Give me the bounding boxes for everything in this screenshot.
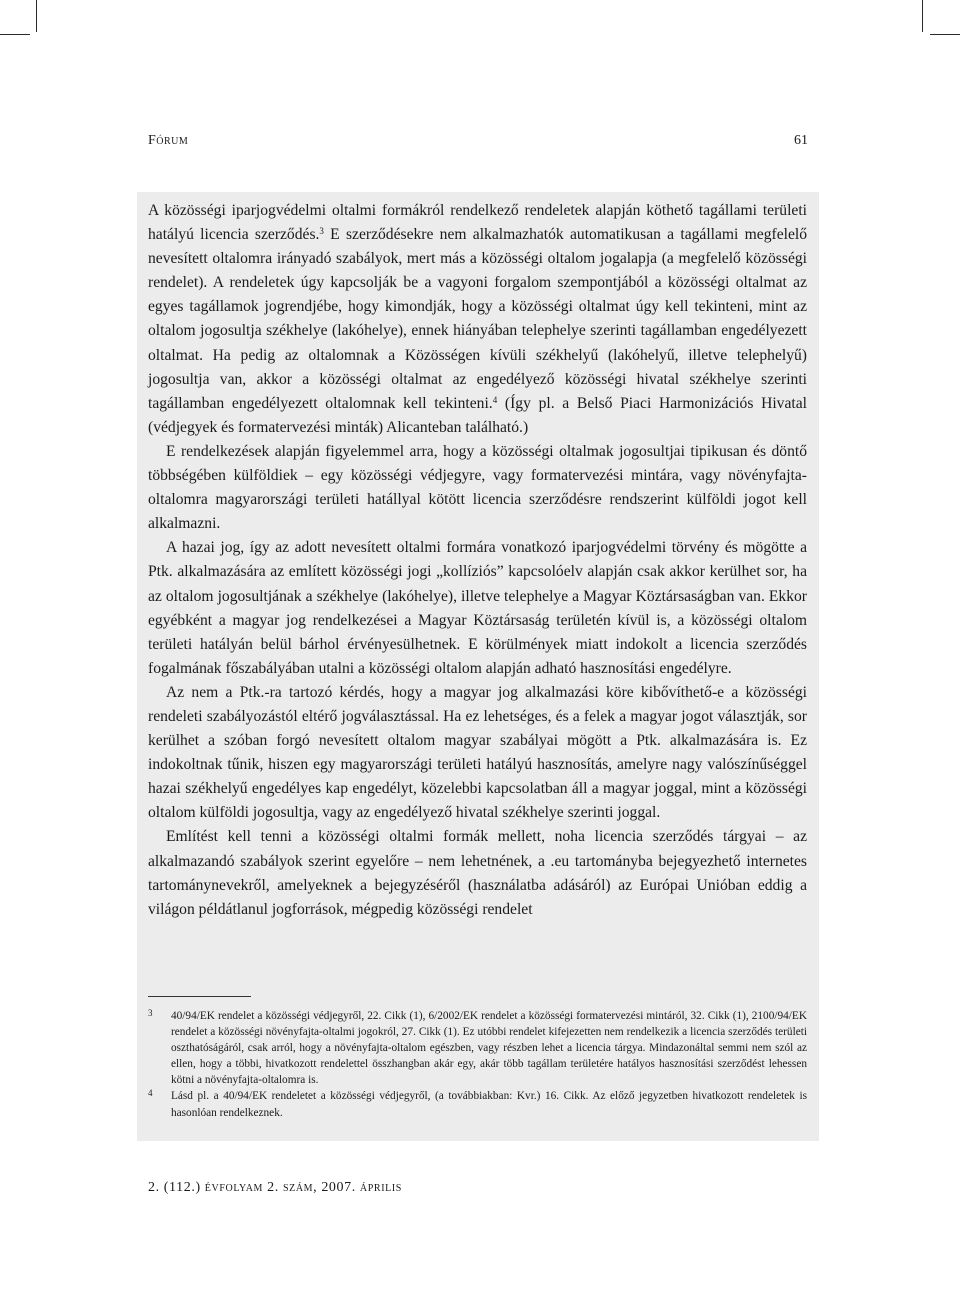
paragraph: Említést kell tenni a közösségi oltalmi formák mellett, noha licencia szerződés tárgyai – az alkalmazandó szabályok szerint egyelőre – nem lehetnének, a .eu tartományba bejegyezhető internetes tartománynevekről, amelyeknek a bejegyzéséről (használatba adásáról) az Európai Unióban eddig a világon példátlanul jogforrások, mégpedig közösségi rendelet [148,828,807,918]
crop-mark [0,34,30,35]
footnote-ref-3[interactable]: 3 [319,226,324,237]
footnote-divider [148,996,251,997]
paragraph-text: A közösségi iparjogvédelmi oltalmi formákról rendelkező rendeletek alapján köthető tagállami területi hatályú licencia szerződés. [148,202,807,244]
footnote-4 [148,1088,807,1120]
footnote-text: Lásd pl. a 40/94/EK rendeletet a közösségi védjegyről, (a továbbiakban: Kvr.) 16. Cikk. Az előző jegyzetben hivatkozott rendeletek is hasonlóan rendelkeznek. [171,1090,807,1119]
paragraph [148,199,807,440]
body-text [148,199,807,922]
content-panel [137,192,819,1141]
running-title: Fórum [148,133,189,148]
footnote-text: 40/94/EK rendelet a közösségi védjegyről, 22. Cikk (1), 6/2002/EK rendelet a közösségi formatervezési mintáról, 32. Cikk (1), 2100/94/EK rendelet a közösségi növényfajta-oltalmi jogokról, 27. Cikk (1). Ez utóbbi rendelet kifejezetten nem rendelkezik a licencia szerződés területi oszthatóságáról, csak arról, hogy a növényfajta-oltalom egészben, vagy részben lehet a licencia tárgya. Mindazonáltal semmi nem szól az ellen, hogy a többi, hivatkozott rendelettel összhangban akár egy, akár több tagállam területére hatályos hasznosítási szerződést lehessen kötni a növényfajta-oltalomra is. [171,1010,807,1087]
paragraph-text: E szerződésekre nem alkalmazhatók automatikusan a tagállami megfelelő nevesített oltalomra irányadó szabályok, mert más a közösségi oltalom jogalapja (a megfelelő közösségi rendelet). A rendeletek úgy kapcsolják be a vagyoni forgalom szempontjából a közösségi oltalmat az egyes tagállamok jogrendjébe, hogy kimondják, hogy a közösségi oltalmat úgy kell tekinteni, mint az oltalom jogosultja székhelye (lakóhelye), ennek hiányában telephelye szerinti tagállamban engedélyezett oltalmat. Ha pedig az oltalomnak a Közösségen kívüli székhelyű (lakóhelyű, illetve telephelyű) jogosultja van, akkor a közösségi oltalmat az engedélyező közösségi hivatal székhelye szerinti tagállamban engedélyezett oltalomnak kell tekinteni. [148,226,807,412]
paragraph: Az nem a Ptk.-ra tartozó kérdés, hogy a magyar jog alkalmazási köre kibővíthető-e a közösségi rendeleti szabályozástól eltérő jogválasztással. Ha ez lehetséges, és a felek a magyar jogot választják, sor kerülhet a szóban forgó nevesített oltalom magyar szabályai mögött a Ptk. alkalmazására is. Ez indokoltnak tűnik, hiszen egy magyarországi területi hatályú hasznosítás, amelyre nagy valószínűséggel hazai székhelyű engedélyes kap engedélyt, közelebbi kapcsolatban áll a magyar joggal, mint a közösségi oltalom külföldi jogosultja, vagy az engedélyező hivatal székhelye szerinti joggal. [148,683,807,822]
page-footer: 2. (112.) évfolyam 2. szám, 2007. április [148,1180,402,1195]
footnote-3 [148,1008,807,1088]
paragraph: E rendelkezések alapján figyelemmel arra, hogy a közösségi oltalmak jogosultjai tipikusan és döntő többségében külföldiek – egy közösségi védjegyre, vagy formatervezési mintára, vagy növényfajta-oltalomra magyarországi területi hatállyal kötött licencia szerződésre rendszerint külföldi jogot kell alkalmazni. [148,442,807,533]
page-number: 61 [794,133,808,148]
crop-mark [930,34,960,35]
paragraph: A hazai jog, így az adott nevesített oltalmi formára vonatkozó iparjogvédelmi törvény és mögötte a Ptk. alkalmazására az említett közösségi jogi „kollíziós” kapcsolóelv alapján csak akkor kerülhet sor, ha az oltalom jogosultjának a székhelye (lakóhelye), illetve telephelye a Magyar Köztársaságban van. Ekkor egyébként a magyar jog rendelkezései a Magyar Köztársaság területén kívül is, a közösségi oltalom területi hatályán belül bárhol érvényesülhetnek. E körülmények miatt indokolt a licencia szerződés fogalmának főszabályában utalni a közösségi oltalom alapján adható hasznosítási engedélyre. [148,539,807,677]
crop-mark [36,0,37,32]
paragraph-text: (Így pl. a Belső Piaci Harmonizációs Hivatal (védjegyek és formatervezési minták) Alicanteban található.) [148,394,807,436]
page-header [148,133,808,153]
crop-mark [922,0,923,32]
footnote-ref-4[interactable]: 4 [492,394,498,405]
footnotes [148,1008,807,1121]
footnote-number: 4 [148,1088,153,1099]
footnote-number: 3 [148,1008,153,1018]
